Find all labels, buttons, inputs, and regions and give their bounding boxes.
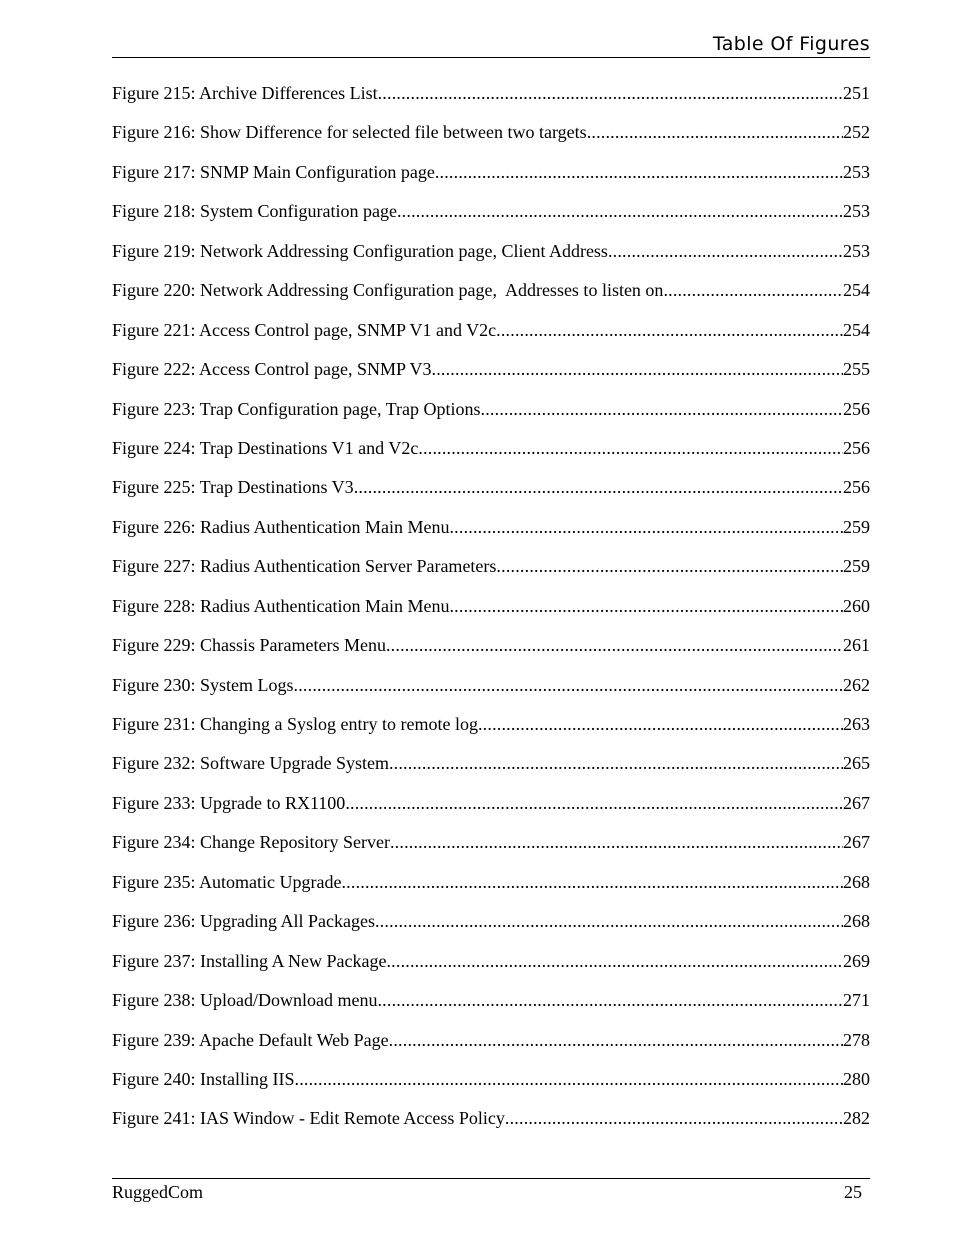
toc-entry-page: 265: [843, 753, 870, 774]
dot-leader: [377, 989, 843, 1011]
toc-entry-page: 260: [843, 595, 870, 616]
dot-leader: [378, 82, 843, 104]
table-of-figures-list: [112, 82, 870, 1147]
toc-entry-text: Figure 230: System Logs: [112, 674, 294, 695]
toc-entry[interactable]: [112, 950, 870, 989]
dot-leader: [397, 200, 843, 222]
toc-entry-text: Figure 215: Archive Differences List: [112, 83, 378, 103]
dot-leader: [295, 1068, 844, 1090]
dot-leader: [386, 950, 843, 972]
dot-leader: [345, 792, 843, 814]
toc-entry[interactable]: [112, 200, 870, 239]
toc-entry-text: Figure 236: Upgrading All Packages: [112, 911, 375, 932]
toc-entry-text: Figure 226: Radius Authentication Main Menu: [112, 516, 450, 537]
dot-leader: [341, 871, 843, 893]
toc-entry[interactable]: [112, 792, 870, 831]
toc-entry-page: 256: [843, 477, 870, 498]
toc-entry[interactable]: [112, 161, 870, 200]
dot-leader: [375, 910, 843, 932]
dot-leader: [389, 1029, 843, 1051]
toc-entry-text: Figure 224: Trap Destinations V1 and V2c: [112, 437, 419, 458]
toc-entry[interactable]: [112, 713, 870, 752]
toc-entry[interactable]: [112, 1068, 870, 1107]
toc-entry-text: Figure 221: Access Control page, SNMP V1 and V2c: [112, 319, 497, 340]
toc-entry-page: 254: [843, 280, 870, 301]
toc-entry-page: 261: [843, 635, 870, 656]
toc-entry-page: 254: [843, 319, 870, 340]
dot-leader: [449, 595, 843, 617]
toc-entry-text: Figure 232: Software Upgrade System: [112, 753, 389, 774]
dot-leader: [389, 752, 843, 774]
toc-entry[interactable]: [112, 476, 870, 515]
toc-entry-page: 268: [843, 911, 870, 932]
toc-entry-text: Figure 240: Installing IIS: [112, 1068, 295, 1089]
toc-entry[interactable]: [112, 319, 870, 358]
footer-page-number: 25: [844, 1182, 862, 1202]
toc-entry-page: 271: [843, 990, 870, 1011]
footer-company-name: RuggedCom: [112, 1182, 204, 1202]
toc-entry-text: Figure 222: Access Control page, SNMP V3: [112, 359, 432, 380]
dot-leader: [481, 398, 843, 420]
toc-entry-text: Figure 218: System Configuration page: [112, 201, 397, 222]
toc-entry-page: 253: [843, 161, 870, 182]
toc-entry-text: Figure 229: Chassis Parameters Menu: [112, 635, 386, 656]
dot-leader: [390, 831, 843, 853]
dot-leader: [608, 240, 843, 262]
toc-entry-page: 282: [843, 1108, 870, 1129]
page-header: [112, 30, 870, 58]
toc-entry[interactable]: [112, 121, 870, 160]
toc-entry-text: Figure 234: Change Repository Server: [112, 832, 390, 853]
dot-leader: [496, 319, 843, 341]
toc-entry[interactable]: [112, 555, 870, 594]
toc-entry-page: 255: [843, 359, 870, 380]
toc-entry[interactable]: [112, 674, 870, 713]
toc-entry-text: Figure 227: Radius Authentication Server Parameters: [112, 556, 497, 577]
dot-leader: [354, 476, 843, 498]
toc-entry[interactable]: [112, 989, 870, 1028]
toc-entry-page: 256: [843, 398, 870, 419]
toc-entry[interactable]: [112, 595, 870, 634]
toc-entry-page: 252: [843, 122, 870, 143]
toc-entry[interactable]: [112, 240, 870, 279]
dot-leader: [418, 437, 843, 459]
toc-entry-text: Figure 220: Network Addressing Configuration page, Addresses to listen on: [112, 280, 664, 301]
dot-leader: [587, 121, 843, 143]
toc-entry[interactable]: [112, 871, 870, 910]
toc-entry[interactable]: [112, 279, 870, 318]
dot-leader: [478, 713, 843, 735]
toc-entry-page: 263: [843, 714, 870, 734]
toc-entry-page: 259: [843, 516, 870, 537]
toc-entry[interactable]: [112, 831, 870, 870]
dot-leader: [496, 555, 843, 577]
toc-entry-page: 259: [843, 556, 870, 577]
toc-entry-page: 262: [843, 674, 870, 695]
toc-entry[interactable]: [112, 752, 870, 791]
toc-entry-text: Figure 223: Trap Configuration page, Trap Options: [112, 398, 481, 419]
dot-leader: [663, 279, 843, 301]
toc-entry[interactable]: [112, 1029, 870, 1068]
toc-entry-page: 253: [843, 240, 870, 261]
toc-entry-page: 280: [843, 1068, 870, 1089]
toc-entry[interactable]: [112, 437, 870, 476]
dot-leader: [432, 358, 844, 380]
toc-entry-page: 278: [843, 1029, 870, 1050]
toc-entry-page: 253: [843, 201, 870, 222]
toc-entry-text: Figure 219: Network Addressing Configuration page, Client Address: [112, 240, 608, 261]
toc-entry-text: Figure 217: SNMP Main Configuration page: [112, 161, 435, 182]
toc-entry-page: 267: [843, 832, 870, 853]
dot-leader: [435, 161, 843, 183]
toc-entry-text: Figure 231: Changing a Syslog entry to remote log: [112, 714, 478, 734]
toc-entry-text: Figure 225: Trap Destinations V3: [112, 477, 354, 498]
toc-entry-text: Figure 216: Show Difference for selected file between two targets: [112, 122, 587, 143]
toc-entry-page: 256: [843, 437, 870, 458]
toc-entry[interactable]: [112, 82, 870, 121]
toc-entry-text: Figure 241: IAS Window - Edit Remote Access Policy: [112, 1108, 505, 1129]
page-footer: [112, 1178, 870, 1209]
toc-entry-page: 269: [843, 950, 870, 971]
dot-leader: [449, 516, 843, 538]
toc-entry-text: Figure 233: Upgrade to RX1100: [112, 792, 346, 813]
toc-entry-text: Figure 239: Apache Default Web Page: [112, 1029, 389, 1050]
toc-entry-page: 267: [843, 792, 870, 813]
toc-entry[interactable]: [112, 1107, 870, 1146]
toc-entry[interactable]: [112, 516, 870, 555]
toc-entry[interactable]: [112, 634, 870, 673]
toc-entry-page: 251: [843, 83, 870, 103]
toc-entry-text: Figure 235: Automatic Upgrade: [112, 871, 342, 892]
toc-entry[interactable]: [112, 398, 870, 437]
toc-entry[interactable]: [112, 358, 870, 397]
toc-entry-text: Figure 237: Installing A New Package: [112, 950, 387, 971]
dot-leader: [505, 1107, 843, 1129]
page-title: Table Of Figures: [712, 33, 870, 55]
dot-leader: [294, 674, 843, 696]
toc-entry-page: 268: [843, 871, 870, 892]
toc-entry-text: Figure 238: Upload/Download menu: [112, 990, 378, 1011]
dot-leader: [386, 634, 843, 656]
toc-entry-text: Figure 228: Radius Authentication Main Menu: [112, 595, 450, 616]
toc-entry[interactable]: [112, 910, 870, 949]
